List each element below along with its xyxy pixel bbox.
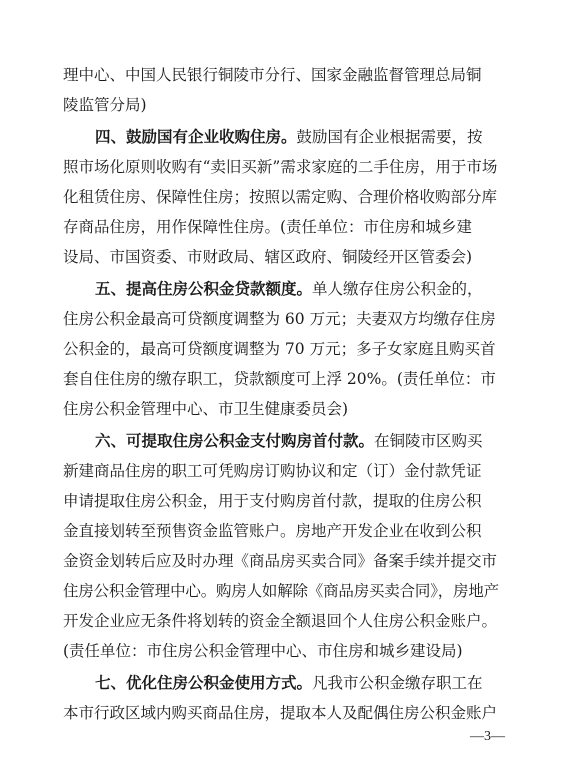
- section-heading: 五、提高住房公积金贷款额度。: [95, 280, 313, 298]
- text-line: 设局、市国资委、市财政局、辖区政府、铜陵经开区管委会): [63, 248, 473, 266]
- page-number: —3—: [470, 729, 505, 744]
- text-line: 陵监管分局): [63, 96, 147, 114]
- text-line: (责任单位：市住房公积金管理中心、市住房和城乡建设局): [63, 642, 463, 660]
- section-7-line: 七、优化住房公积金使用方式。凡我市公积金缴存职工在: [95, 674, 483, 692]
- text-line: 开发企业应无条件将划转的资金全额退回个人住房公积金账户。: [63, 612, 498, 630]
- text-line: 金资金划转后应及时办理《商品房买卖合同》备案手续并提交市: [63, 552, 498, 570]
- text-line: 公积金的，最高可贷额度调整为 70 万元；多子女家庭且购买首: [63, 340, 496, 358]
- section-4-line: 四、鼓励国有企业收购住房。鼓励国有企业根据需要，按: [95, 128, 483, 146]
- text-line: 金直接划转至预售资金监管账户。房地产开发企业在收到公积: [63, 522, 482, 540]
- text-line: 存商品住房，用作保障性住房。(责任单位：市住房和城乡建: [63, 218, 473, 236]
- text-line: 本市行政区域内购买商品住房，提取本人及配偶住房公积金账户: [63, 704, 498, 722]
- section-5-line: 五、提高住房公积金贷款额度。单人缴存住房公积金的，: [95, 280, 483, 298]
- text-line: 住房公积金管理中心、市卫生健康委员会): [63, 400, 349, 418]
- section-heading: 四、鼓励国有企业收购住房。: [95, 128, 297, 146]
- text-line: 化租赁住房、保障性住房；按照以需定购、合理价格收购部分库: [63, 188, 498, 206]
- text-line: 套自住住房的缴存职工，贷款额度可上浮 20%。(责任单位：市: [63, 370, 496, 388]
- text-line: 住房公积金最高可贷额度调整为 60 万元；夫妻双方均缴存住房: [63, 310, 496, 328]
- text-line: 申请提取住房公积金，用于支付购房首付款，提取的住房公积: [63, 492, 482, 510]
- section-heading: 六、可提取住房公积金支付购房首付款。: [95, 432, 375, 450]
- section-6-line: 六、可提取住房公积金支付购房首付款。在铜陵市区购买: [95, 432, 483, 450]
- text-line: 住房公积金管理中心。购房人如解除《商品房买卖合同》，房地产: [63, 582, 499, 600]
- text-line: 理中心、中国人民银行铜陵市分行、国家金融监督管理总局铜: [63, 66, 482, 84]
- text-line: 照市场化原则收购有“卖旧买新”需求家庭的二手住房，用于市场: [63, 158, 498, 176]
- text-line: 新建商品住房的职工可凭购房订购协议和定（订）金付款凭证: [63, 462, 482, 480]
- section-heading: 七、优化住房公积金使用方式。: [95, 674, 313, 692]
